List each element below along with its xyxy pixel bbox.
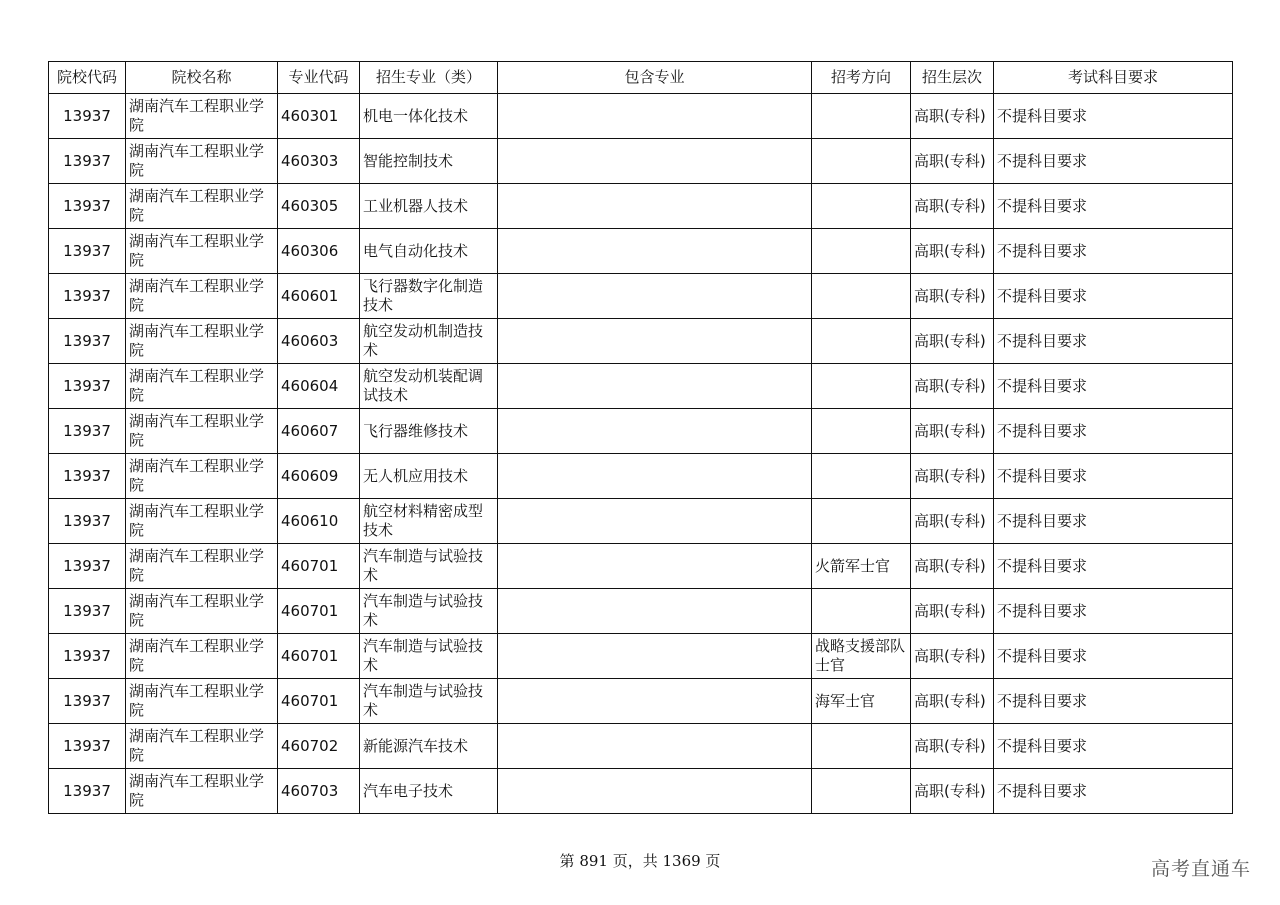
major-code-cell: 460306: [278, 229, 360, 274]
included-majors-cell: [498, 679, 812, 724]
table-row: [49, 319, 1233, 364]
level-cell: 高职(专科): [911, 499, 994, 544]
major-code-cell: 460604: [278, 364, 360, 409]
school-code-cell: 13937: [49, 589, 126, 634]
level-cell: 高职(专科): [911, 454, 994, 499]
direction-cell: 战略支援部队士官: [812, 634, 911, 679]
page-number: 第 891 页，共 1369 页: [559, 852, 721, 870]
major-code-cell: 460701: [278, 589, 360, 634]
school-code-cell: 13937: [49, 274, 126, 319]
exam-requirement-cell: 不提科目要求: [994, 724, 1233, 769]
major-cell: 电气自动化技术: [360, 229, 498, 274]
major-cell: 汽车电子技术: [360, 769, 498, 814]
table-row: [49, 139, 1233, 184]
school-code-cell: 13937: [49, 769, 126, 814]
direction-cell: [812, 499, 911, 544]
table-row: [49, 499, 1233, 544]
admissions-table: [48, 61, 1233, 814]
major-code-cell: 460702: [278, 724, 360, 769]
table-row: [49, 274, 1233, 319]
school-code-cell: 13937: [49, 139, 126, 184]
exam-requirement-cell: 不提科目要求: [994, 634, 1233, 679]
direction-cell: 火箭军士官: [812, 544, 911, 589]
exam-requirement-cell: 不提科目要求: [994, 94, 1233, 139]
header-major-code: 专业代码: [278, 62, 360, 94]
included-majors-cell: [498, 274, 812, 319]
major-code-cell: 460701: [278, 544, 360, 589]
level-cell: 高职(专科): [911, 634, 994, 679]
school-code-cell: 13937: [49, 499, 126, 544]
major-cell: 飞行器维修技术: [360, 409, 498, 454]
exam-requirement-cell: 不提科目要求: [994, 769, 1233, 814]
header-school-name: 院校名称: [126, 62, 278, 94]
included-majors-cell: [498, 544, 812, 589]
table-header-row: [49, 62, 1233, 94]
table-row: [49, 589, 1233, 634]
included-majors-cell: [498, 319, 812, 364]
major-code-cell: 460701: [278, 634, 360, 679]
level-cell: 高职(专科): [911, 589, 994, 634]
school-name-cell: 湖南汽车工程职业学院: [126, 454, 278, 499]
major-code-cell: 460703: [278, 769, 360, 814]
header-included-majors: 包含专业: [498, 62, 812, 94]
exam-requirement-cell: 不提科目要求: [994, 454, 1233, 499]
included-majors-cell: [498, 589, 812, 634]
school-name-cell: 湖南汽车工程职业学院: [126, 184, 278, 229]
direction-cell: 海军士官: [812, 679, 911, 724]
included-majors-cell: [498, 499, 812, 544]
school-code-cell: 13937: [49, 229, 126, 274]
major-code-cell: 460305: [278, 184, 360, 229]
school-name-cell: 湖南汽车工程职业学院: [126, 589, 278, 634]
major-code-cell: 460607: [278, 409, 360, 454]
major-cell: 汽车制造与试验技术: [360, 679, 498, 724]
school-code-cell: 13937: [49, 319, 126, 364]
school-name-cell: 湖南汽车工程职业学院: [126, 274, 278, 319]
school-code-cell: 13937: [49, 409, 126, 454]
table-row: [49, 94, 1233, 139]
level-cell: 高职(专科): [911, 139, 994, 184]
school-name-cell: 湖南汽车工程职业学院: [126, 769, 278, 814]
exam-requirement-cell: 不提科目要求: [994, 499, 1233, 544]
direction-cell: [812, 409, 911, 454]
table-row: [49, 364, 1233, 409]
school-name-cell: 湖南汽车工程职业学院: [126, 139, 278, 184]
major-cell: 新能源汽车技术: [360, 724, 498, 769]
school-name-cell: 湖南汽车工程职业学院: [126, 409, 278, 454]
school-name-cell: 湖南汽车工程职业学院: [126, 724, 278, 769]
level-cell: 高职(专科): [911, 544, 994, 589]
level-cell: 高职(专科): [911, 769, 994, 814]
exam-requirement-cell: 不提科目要求: [994, 274, 1233, 319]
exam-requirement-cell: 不提科目要求: [994, 364, 1233, 409]
exam-requirement-cell: 不提科目要求: [994, 319, 1233, 364]
table-row: [49, 409, 1233, 454]
school-name-cell: 湖南汽车工程职业学院: [126, 499, 278, 544]
exam-requirement-cell: 不提科目要求: [994, 679, 1233, 724]
school-code-cell: 13937: [49, 679, 126, 724]
table-row: [49, 769, 1233, 814]
header-school-code: 院校代码: [49, 62, 126, 94]
level-cell: 高职(专科): [911, 724, 994, 769]
exam-requirement-cell: 不提科目要求: [994, 589, 1233, 634]
included-majors-cell: [498, 184, 812, 229]
direction-cell: [812, 364, 911, 409]
direction-cell: [812, 319, 911, 364]
level-cell: 高职(专科): [911, 409, 994, 454]
exam-requirement-cell: 不提科目要求: [994, 184, 1233, 229]
school-name-cell: 湖南汽车工程职业学院: [126, 679, 278, 724]
school-name-cell: 湖南汽车工程职业学院: [126, 364, 278, 409]
school-name-cell: 湖南汽车工程职业学院: [126, 544, 278, 589]
watermark-logo-text: 高考直通车: [1150, 858, 1251, 880]
major-cell: 工业机器人技术: [360, 184, 498, 229]
major-cell: 机电一体化技术: [360, 94, 498, 139]
major-code-cell: 460701: [278, 679, 360, 724]
school-code-cell: 13937: [49, 724, 126, 769]
direction-cell: [812, 229, 911, 274]
included-majors-cell: [498, 634, 812, 679]
school-code-cell: 13937: [49, 184, 126, 229]
table-row: [49, 184, 1233, 229]
header-level: 招生层次: [911, 62, 994, 94]
major-cell: 无人机应用技术: [360, 454, 498, 499]
table-row: [49, 634, 1233, 679]
school-code-cell: 13937: [49, 454, 126, 499]
direction-cell: [812, 589, 911, 634]
table-row: [49, 724, 1233, 769]
header-direction: 招考方向: [812, 62, 911, 94]
direction-cell: [812, 139, 911, 184]
major-code-cell: 460603: [278, 319, 360, 364]
school-name-cell: 湖南汽车工程职业学院: [126, 634, 278, 679]
included-majors-cell: [498, 94, 812, 139]
school-code-cell: 13937: [49, 544, 126, 589]
exam-requirement-cell: 不提科目要求: [994, 229, 1233, 274]
major-cell: 汽车制造与试验技术: [360, 634, 498, 679]
school-name-cell: 湖南汽车工程职业学院: [126, 319, 278, 364]
included-majors-cell: [498, 454, 812, 499]
major-cell: 智能控制技术: [360, 139, 498, 184]
major-code-cell: 460303: [278, 139, 360, 184]
direction-cell: [812, 94, 911, 139]
included-majors-cell: [498, 139, 812, 184]
level-cell: 高职(专科): [911, 184, 994, 229]
major-cell: 航空发动机装配调试技术: [360, 364, 498, 409]
school-name-cell: 湖南汽车工程职业学院: [126, 94, 278, 139]
included-majors-cell: [498, 229, 812, 274]
major-code-cell: 460301: [278, 94, 360, 139]
table-row: [49, 454, 1233, 499]
exam-requirement-cell: 不提科目要求: [994, 409, 1233, 454]
exam-requirement-cell: 不提科目要求: [994, 544, 1233, 589]
major-cell: 航空发动机制造技术: [360, 319, 498, 364]
level-cell: 高职(专科): [911, 229, 994, 274]
major-code-cell: 460610: [278, 499, 360, 544]
header-exam-requirement: 考试科目要求: [994, 62, 1233, 94]
included-majors-cell: [498, 364, 812, 409]
direction-cell: [812, 724, 911, 769]
included-majors-cell: [498, 409, 812, 454]
major-cell: 航空材料精密成型技术: [360, 499, 498, 544]
table-row: [49, 544, 1233, 589]
header-major: 招生专业（类）: [360, 62, 498, 94]
direction-cell: [812, 769, 911, 814]
direction-cell: [812, 274, 911, 319]
table-row: [49, 679, 1233, 724]
direction-cell: [812, 184, 911, 229]
major-code-cell: 460601: [278, 274, 360, 319]
level-cell: 高职(专科): [911, 274, 994, 319]
level-cell: 高职(专科): [911, 364, 994, 409]
exam-requirement-cell: 不提科目要求: [994, 139, 1233, 184]
school-code-cell: 13937: [49, 94, 126, 139]
table-row: [49, 229, 1233, 274]
school-code-cell: 13937: [49, 364, 126, 409]
level-cell: 高职(专科): [911, 319, 994, 364]
major-cell: 飞行器数字化制造技术: [360, 274, 498, 319]
included-majors-cell: [498, 724, 812, 769]
included-majors-cell: [498, 769, 812, 814]
direction-cell: [812, 454, 911, 499]
school-code-cell: 13937: [49, 634, 126, 679]
level-cell: 高职(专科): [911, 679, 994, 724]
major-code-cell: 460609: [278, 454, 360, 499]
major-cell: 汽车制造与试验技术: [360, 589, 498, 634]
table-body: [49, 94, 1233, 814]
school-name-cell: 湖南汽车工程职业学院: [126, 229, 278, 274]
major-cell: 汽车制造与试验技术: [360, 544, 498, 589]
level-cell: 高职(专科): [911, 94, 994, 139]
